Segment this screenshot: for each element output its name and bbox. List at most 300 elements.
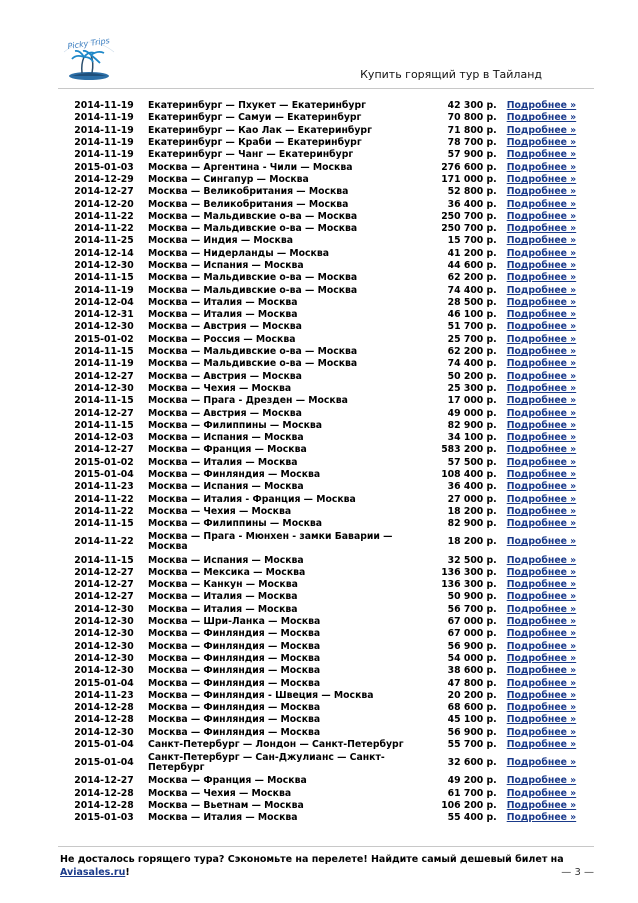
details-link-cell: [501, 494, 596, 506]
details-link[interactable]: Подробнее »: [506, 346, 577, 358]
details-link[interactable]: Подробнее »: [506, 554, 577, 566]
table-row: [62, 567, 596, 579]
table-row: [62, 358, 596, 370]
details-link-cell: [501, 604, 596, 616]
details-link[interactable]: Подробнее »: [506, 223, 577, 235]
details-link[interactable]: Подробнее »: [506, 652, 577, 664]
tour-price: 20 200 р.: [447, 689, 497, 701]
table-row: [62, 235, 596, 247]
details-link-cell: [501, 174, 596, 186]
tour-price: 34 100 р.: [447, 432, 497, 444]
tour-price: 57 900 р.: [447, 149, 497, 161]
table-row: [62, 604, 596, 616]
tour-date: 2015-01-02: [74, 456, 134, 468]
page-title: Купить горящий тур в Тайланд: [360, 68, 542, 81]
details-link-cell: [501, 787, 596, 799]
details-link[interactable]: Подробнее »: [506, 382, 577, 394]
details-link-cell: [501, 334, 596, 346]
table-row: [62, 775, 596, 787]
details-link-cell: [501, 616, 596, 628]
tour-price: 25 300 р.: [447, 382, 497, 394]
table-row: [62, 494, 596, 506]
tour-route: Москва — Великобритания — Москва: [148, 198, 349, 210]
table-row: [62, 137, 596, 149]
tour-price: 71 800 р.: [447, 124, 497, 136]
tour-date: 2014-12-30: [74, 382, 134, 394]
table-row: [62, 260, 596, 272]
details-link-cell: [501, 100, 596, 112]
details-link-cell: [501, 284, 596, 296]
details-link-cell: [501, 579, 596, 591]
tour-date: 2014-11-25: [74, 235, 134, 247]
tour-price: 49 200 р.: [447, 775, 497, 787]
details-link[interactable]: Подробнее »: [506, 173, 577, 185]
table-row: [62, 272, 596, 284]
details-link[interactable]: Подробнее »: [506, 689, 577, 701]
tour-price: 54 000 р.: [447, 652, 497, 664]
tour-price: 18 200 р.: [447, 536, 497, 548]
tour-date: 2014-12-30: [74, 603, 134, 615]
details-link-cell: [501, 457, 596, 469]
tour-route: Москва — Финляндия — Москва: [148, 714, 321, 726]
tour-route: Москва — Шри-Ланка — Москва: [148, 616, 321, 628]
tour-price: 78 700 р.: [447, 137, 497, 149]
details-link[interactable]: Подробнее »: [506, 210, 577, 222]
tour-route: Москва — Филиппины — Москва: [148, 419, 323, 431]
tour-price: 276 600 р.: [441, 161, 497, 173]
details-link-cell: [501, 420, 596, 432]
tour-route: Москва — Финляндия — Москва: [148, 677, 321, 689]
table-row: [62, 198, 596, 210]
aviasales-link[interactable]: Aviasales.ru: [60, 867, 126, 878]
details-link[interactable]: Подробнее »: [506, 247, 577, 259]
tour-date: 2014-12-31: [74, 309, 134, 321]
tour-date: 2014-12-30: [74, 652, 134, 664]
details-link[interactable]: Подробнее »: [506, 665, 577, 677]
details-link[interactable]: Подробнее »: [506, 419, 577, 431]
tour-route: Москва — Нидерланды — Москва: [148, 247, 329, 259]
details-link-cell: [501, 358, 596, 370]
details-link[interactable]: Подробнее »: [506, 432, 577, 444]
tour-date: 2014-11-15: [74, 272, 134, 284]
tour-date: 2014-11-19: [74, 124, 134, 136]
table-row: [62, 248, 596, 260]
details-link[interactable]: Подробнее »: [506, 493, 577, 505]
details-link[interactable]: Подробнее »: [506, 370, 577, 382]
details-link-cell: [501, 628, 596, 640]
details-link[interactable]: Подробнее »: [506, 616, 577, 628]
table-row: [62, 579, 596, 591]
tour-route: Москва — Финляндия — Москва: [148, 628, 321, 640]
tour-date: 2014-12-20: [74, 198, 134, 210]
logo: [58, 30, 120, 86]
details-link[interactable]: Подробнее »: [506, 603, 577, 615]
tour-date: 2014-12-27: [74, 579, 134, 591]
tour-route: Москва — Индия — Москва: [148, 235, 293, 247]
table-row: [62, 395, 596, 407]
details-link[interactable]: Подробнее »: [506, 726, 577, 738]
tour-date: 2015-01-03: [74, 812, 134, 824]
tour-date: 2014-12-27: [74, 591, 134, 603]
details-link-cell: [501, 211, 596, 223]
details-link[interactable]: Подробнее »: [506, 444, 577, 456]
details-link[interactable]: Подробнее »: [506, 124, 577, 136]
tour-route: Москва — Австрия — Москва: [148, 370, 302, 382]
details-link-cell: [501, 309, 596, 321]
details-link[interactable]: Подробнее »: [506, 579, 577, 591]
tour-price: 18 200 р.: [447, 505, 497, 517]
details-link[interactable]: Подробнее »: [506, 591, 577, 603]
table-row: [62, 211, 596, 223]
table-row: [62, 334, 596, 346]
table-row: [62, 751, 596, 775]
table-row: [62, 690, 596, 702]
details-link-cell: [501, 554, 596, 566]
details-link-cell: [501, 653, 596, 665]
tour-price: 136 300 р.: [441, 566, 497, 578]
footer-divider: [58, 846, 594, 847]
table-row: [62, 677, 596, 689]
table-row: [62, 591, 596, 603]
tour-route: Москва — Мальдивские о-ва — Москва: [148, 358, 358, 370]
table-row: [62, 444, 596, 456]
details-link[interactable]: Подробнее »: [506, 260, 577, 271]
table-row: [62, 223, 596, 235]
tour-date: 2014-12-27: [74, 775, 134, 787]
table-row: [62, 149, 596, 161]
details-link-cell: [501, 567, 596, 579]
details-link[interactable]: Подробнее »: [506, 395, 577, 407]
tour-route: Санкт-Петербург — Лондон — Санкт-Петербург: [148, 738, 404, 750]
table-row: [62, 469, 596, 481]
tour-route: Москва — Франция — Москва: [148, 775, 307, 787]
details-link-cell: [501, 714, 596, 726]
table-row: [62, 640, 596, 652]
details-link-cell: [501, 248, 596, 260]
page-number: — 3 —: [561, 867, 594, 878]
details-link-cell: [501, 751, 596, 775]
tour-price: 45 100 р.: [447, 714, 497, 726]
tour-price: 32 500 р.: [447, 554, 497, 566]
details-link[interactable]: Подробнее »: [506, 714, 577, 726]
table-row: [62, 371, 596, 383]
details-link-cell: [501, 186, 596, 198]
table-row: [62, 457, 596, 469]
tour-price: 28 500 р.: [447, 296, 497, 308]
tour-route: Москва — Прага - Мюнхен - замки Баварии — Москва: [148, 531, 393, 553]
details-link[interactable]: Подробнее »: [506, 407, 577, 419]
tour-price: 56 900 р.: [447, 726, 497, 738]
tour-route: Москва — Мальдивские о-ва — Москва: [148, 346, 358, 358]
tour-route: Москва — Испания — Москва: [148, 432, 304, 444]
table-row: [62, 812, 596, 824]
details-link[interactable]: Подробнее »: [506, 296, 577, 308]
details-link[interactable]: Подробнее »: [506, 640, 577, 652]
tour-route: Москва — Мальдивские о-ва — Москва: [148, 210, 358, 222]
tour-route: Москва — Мальдивские о-ва — Москва: [148, 223, 358, 235]
tour-date: 2014-12-30: [74, 640, 134, 652]
tour-route: Москва — Италия — Москва: [148, 309, 298, 321]
tour-route: Москва — Италия — Москва: [148, 591, 298, 603]
tour-price: 36 400 р.: [447, 481, 497, 493]
tour-route: Москва — Австрия — Москва: [148, 407, 302, 419]
tour-route: Москва — Испания — Москва: [148, 554, 304, 566]
details-link[interactable]: Подробнее »: [506, 518, 577, 530]
tour-date: 2014-11-22: [74, 210, 134, 222]
tour-route: Москва — Сингапур — Москва: [148, 173, 309, 185]
tour-price: 46 100 р.: [447, 309, 497, 321]
tour-date: 2014-12-28: [74, 799, 134, 811]
details-link[interactable]: Подробнее »: [506, 333, 577, 345]
details-link[interactable]: Подробнее »: [506, 100, 577, 112]
details-link[interactable]: Подробнее »: [506, 284, 577, 296]
details-link-cell: [501, 690, 596, 702]
tour-date: 2014-11-15: [74, 518, 134, 530]
details-link[interactable]: Подробнее »: [506, 469, 577, 481]
details-link[interactable]: Подробнее »: [506, 536, 577, 548]
tour-route: Екатеринбург — Као Лак — Екатеринбург: [148, 124, 372, 136]
details-link-cell: [501, 371, 596, 383]
details-link-cell: [501, 432, 596, 444]
tour-route: Москва — Аргентина - Чили — Москва: [148, 161, 353, 173]
tour-date: 2014-11-22: [74, 493, 134, 505]
tour-date: 2014-11-22: [74, 536, 134, 548]
table-row: [62, 727, 596, 739]
details-link[interactable]: Подробнее »: [506, 149, 577, 161]
tour-price: 44 600 р.: [447, 260, 497, 271]
tour-date: 2014-11-23: [74, 481, 134, 493]
table-row: [62, 284, 596, 296]
details-link[interactable]: Подробнее »: [506, 757, 577, 769]
tour-price: 82 900 р.: [447, 518, 497, 530]
tour-price: 38 600 р.: [447, 665, 497, 677]
tour-price: 56 700 р.: [447, 603, 497, 615]
tour-price: 171 000 р.: [441, 173, 497, 185]
details-link[interactable]: Подробнее »: [506, 702, 577, 714]
tour-date: 2014-11-19: [74, 149, 134, 161]
tour-route: Екатеринбург — Самуи — Екатеринбург: [148, 112, 362, 124]
details-link[interactable]: Подробнее »: [506, 799, 577, 811]
details-link-cell: [501, 161, 596, 173]
tour-date: 2014-12-27: [74, 186, 134, 198]
tour-date: 2014-12-30: [74, 616, 134, 628]
table-row: [62, 787, 596, 799]
details-link[interactable]: Подробнее »: [506, 235, 577, 247]
details-link[interactable]: Подробнее »: [506, 481, 577, 493]
tour-route: Москва — Прага - Дрезден — Москва: [148, 395, 348, 407]
table-row: [62, 506, 596, 518]
tour-date: 2015-01-03: [74, 161, 134, 173]
details-link[interactable]: Подробнее »: [506, 137, 577, 149]
tour-price: 55 700 р.: [447, 738, 497, 750]
details-link[interactable]: Подробнее »: [506, 309, 577, 321]
tour-date: 2014-11-22: [74, 223, 134, 235]
details-link-cell: [501, 640, 596, 652]
tour-route: Москва — Россия — Москва: [148, 333, 296, 345]
tour-price: 67 000 р.: [447, 616, 497, 628]
tour-route: Москва — Вьетнам — Москва: [148, 799, 304, 811]
logo-text: Picky Trips: [67, 36, 111, 51]
tour-date: 2014-12-30: [74, 260, 134, 271]
tour-date: 2014-12-30: [74, 628, 134, 640]
header-divider: [58, 88, 594, 89]
tour-price: 52 800 р.: [447, 186, 497, 198]
tour-date: 2014-12-30: [74, 726, 134, 738]
tour-date: 2014-11-19: [74, 358, 134, 370]
tour-route: Москва — Италия — Москва: [148, 456, 298, 468]
details-link-cell: [501, 444, 596, 456]
tour-date: 2014-12-29: [74, 173, 134, 185]
details-link[interactable]: Подробнее »: [506, 321, 577, 333]
tour-price: 51 700 р.: [447, 321, 497, 333]
details-link[interactable]: Подробнее »: [506, 738, 577, 750]
tour-price: 15 700 р.: [447, 235, 497, 247]
tour-date: 2014-12-04: [74, 296, 134, 308]
tour-price: 50 200 р.: [447, 370, 497, 382]
details-link-cell: [501, 739, 596, 751]
tour-date: 2014-12-27: [74, 566, 134, 578]
tour-price: 250 700 р.: [441, 223, 497, 235]
details-link-cell: [501, 198, 596, 210]
tour-price: 74 400 р.: [447, 284, 497, 296]
tour-date: 2014-11-22: [74, 505, 134, 517]
details-link[interactable]: Подробнее »: [506, 787, 577, 799]
tour-price: 68 600 р.: [447, 702, 497, 714]
details-link-cell: [501, 321, 596, 333]
tour-route: Москва — Финляндия - Швеция — Москва: [148, 689, 374, 701]
tour-price: 47 800 р.: [447, 677, 497, 689]
tour-price: 55 400 р.: [447, 812, 497, 824]
details-link[interactable]: Подробнее »: [506, 775, 577, 787]
details-link-cell: [501, 775, 596, 787]
table-row: [62, 432, 596, 444]
tour-date: 2014-12-28: [74, 787, 134, 799]
tour-route: Москва — Италия — Москва: [148, 296, 298, 308]
tour-price: 82 900 р.: [447, 419, 497, 431]
details-link[interactable]: Подробнее »: [506, 628, 577, 640]
tour-price: 50 900 р.: [447, 591, 497, 603]
details-link-cell: [501, 800, 596, 812]
table-row: [62, 530, 596, 554]
table-row: [62, 309, 596, 321]
table-row: [62, 653, 596, 665]
tour-price: 67 000 р.: [447, 628, 497, 640]
tour-route: Москва — Чехия — Москва: [148, 787, 292, 799]
tour-price: 32 600 р.: [447, 757, 497, 769]
details-link[interactable]: Подробнее »: [506, 456, 577, 468]
tour-route: Москва — Австрия — Москва: [148, 321, 302, 333]
tour-date: 2014-11-19: [74, 112, 134, 124]
tour-route: Москва — Чехия — Москва: [148, 382, 292, 394]
tour-price: 106 200 р.: [441, 799, 497, 811]
tour-date: 2015-01-04: [74, 469, 134, 481]
tour-price: 36 400 р.: [447, 198, 497, 210]
details-link-cell: [501, 407, 596, 419]
table-row: [62, 518, 596, 530]
details-link-cell: [501, 665, 596, 677]
tour-date: 2014-11-19: [74, 284, 134, 296]
tour-price: 74 400 р.: [447, 358, 497, 370]
tour-date: 2014-11-19: [74, 137, 134, 149]
details-link-cell: [501, 112, 596, 124]
tour-price: 62 200 р.: [447, 272, 497, 284]
details-link[interactable]: Подробнее »: [506, 161, 577, 173]
tour-route: Москва — Франция — Москва: [148, 444, 307, 456]
details-link-cell: [501, 260, 596, 272]
tour-route: Москва — Филиппины — Москва: [148, 518, 323, 530]
details-link[interactable]: Подробнее »: [506, 358, 577, 370]
table-row: [62, 112, 596, 124]
table-row: [62, 616, 596, 628]
table-row: [62, 702, 596, 714]
table-row: [62, 800, 596, 812]
tour-date: 2014-12-28: [74, 714, 134, 726]
details-link[interactable]: Подробнее »: [506, 272, 577, 284]
table-row: [62, 739, 596, 751]
tour-route: Москва — Испания — Москва: [148, 260, 304, 271]
tours-table: [62, 100, 596, 824]
details-link-cell: [501, 530, 596, 554]
tour-route: Москва — Италия - Франция — Москва: [148, 493, 356, 505]
details-link[interactable]: Подробнее »: [506, 566, 577, 578]
details-link[interactable]: Подробнее »: [506, 112, 577, 124]
tour-route: Екатеринбург — Чанг — Екатеринбург: [148, 149, 354, 161]
tour-price: 70 800 р.: [447, 112, 497, 124]
tour-price: 56 900 р.: [447, 640, 497, 652]
table-row: [62, 174, 596, 186]
tour-route: Москва — Финляндия — Москва: [148, 665, 321, 677]
tour-route: Москва — Мальдивские о-ва — Москва: [148, 284, 358, 296]
details-link[interactable]: Подробнее »: [506, 505, 577, 517]
table-row: [62, 125, 596, 137]
details-link-cell: [501, 137, 596, 149]
details-link-cell: [501, 272, 596, 284]
tour-route: Москва — Великобритания — Москва: [148, 186, 349, 198]
details-link[interactable]: Подробнее »: [506, 186, 577, 198]
tour-route: Москва — Финляндия — Москва: [148, 652, 321, 664]
details-link-cell: [501, 383, 596, 395]
details-link-cell: [501, 677, 596, 689]
tour-date: 2014-12-27: [74, 407, 134, 419]
details-link-cell: [501, 591, 596, 603]
tour-price: 49 000 р.: [447, 407, 497, 419]
tour-date: 2014-12-30: [74, 665, 134, 677]
tour-date: 2014-12-27: [74, 444, 134, 456]
tour-route: Екатеринбург — Краби — Екатеринбург: [148, 137, 362, 149]
tour-date: 2015-01-04: [74, 738, 134, 750]
details-link[interactable]: Подробнее »: [506, 677, 577, 689]
tour-price: 583 200 р.: [441, 444, 497, 456]
tour-route: Москва — Финляндия — Москва: [148, 640, 321, 652]
tour-price: 41 200 р.: [447, 247, 497, 259]
footer-text: Не досталось горящего тура? Сэкономьте на перелете! Найдите самый дешевый билет на: [60, 854, 564, 865]
details-link[interactable]: Подробнее »: [506, 198, 577, 210]
tour-date: 2014-11-15: [74, 395, 134, 407]
details-link-cell: [501, 481, 596, 493]
tour-route: Санкт-Петербург — Сан-Джулианс — Санкт-Петербург: [148, 752, 385, 774]
tour-route: Москва — Мальдивские о-ва — Москва: [148, 272, 358, 284]
details-link[interactable]: Подробнее »: [506, 812, 577, 824]
tour-route: Москва — Финляндия — Москва: [148, 726, 321, 738]
details-link-cell: [501, 727, 596, 739]
table-row: [62, 628, 596, 640]
table-row: [62, 161, 596, 173]
tour-date: 2015-01-02: [74, 333, 134, 345]
table-row: [62, 481, 596, 493]
tour-price: 27 000 р.: [447, 493, 497, 505]
tour-date: 2015-01-04: [74, 757, 134, 769]
footer-note: [60, 853, 580, 879]
